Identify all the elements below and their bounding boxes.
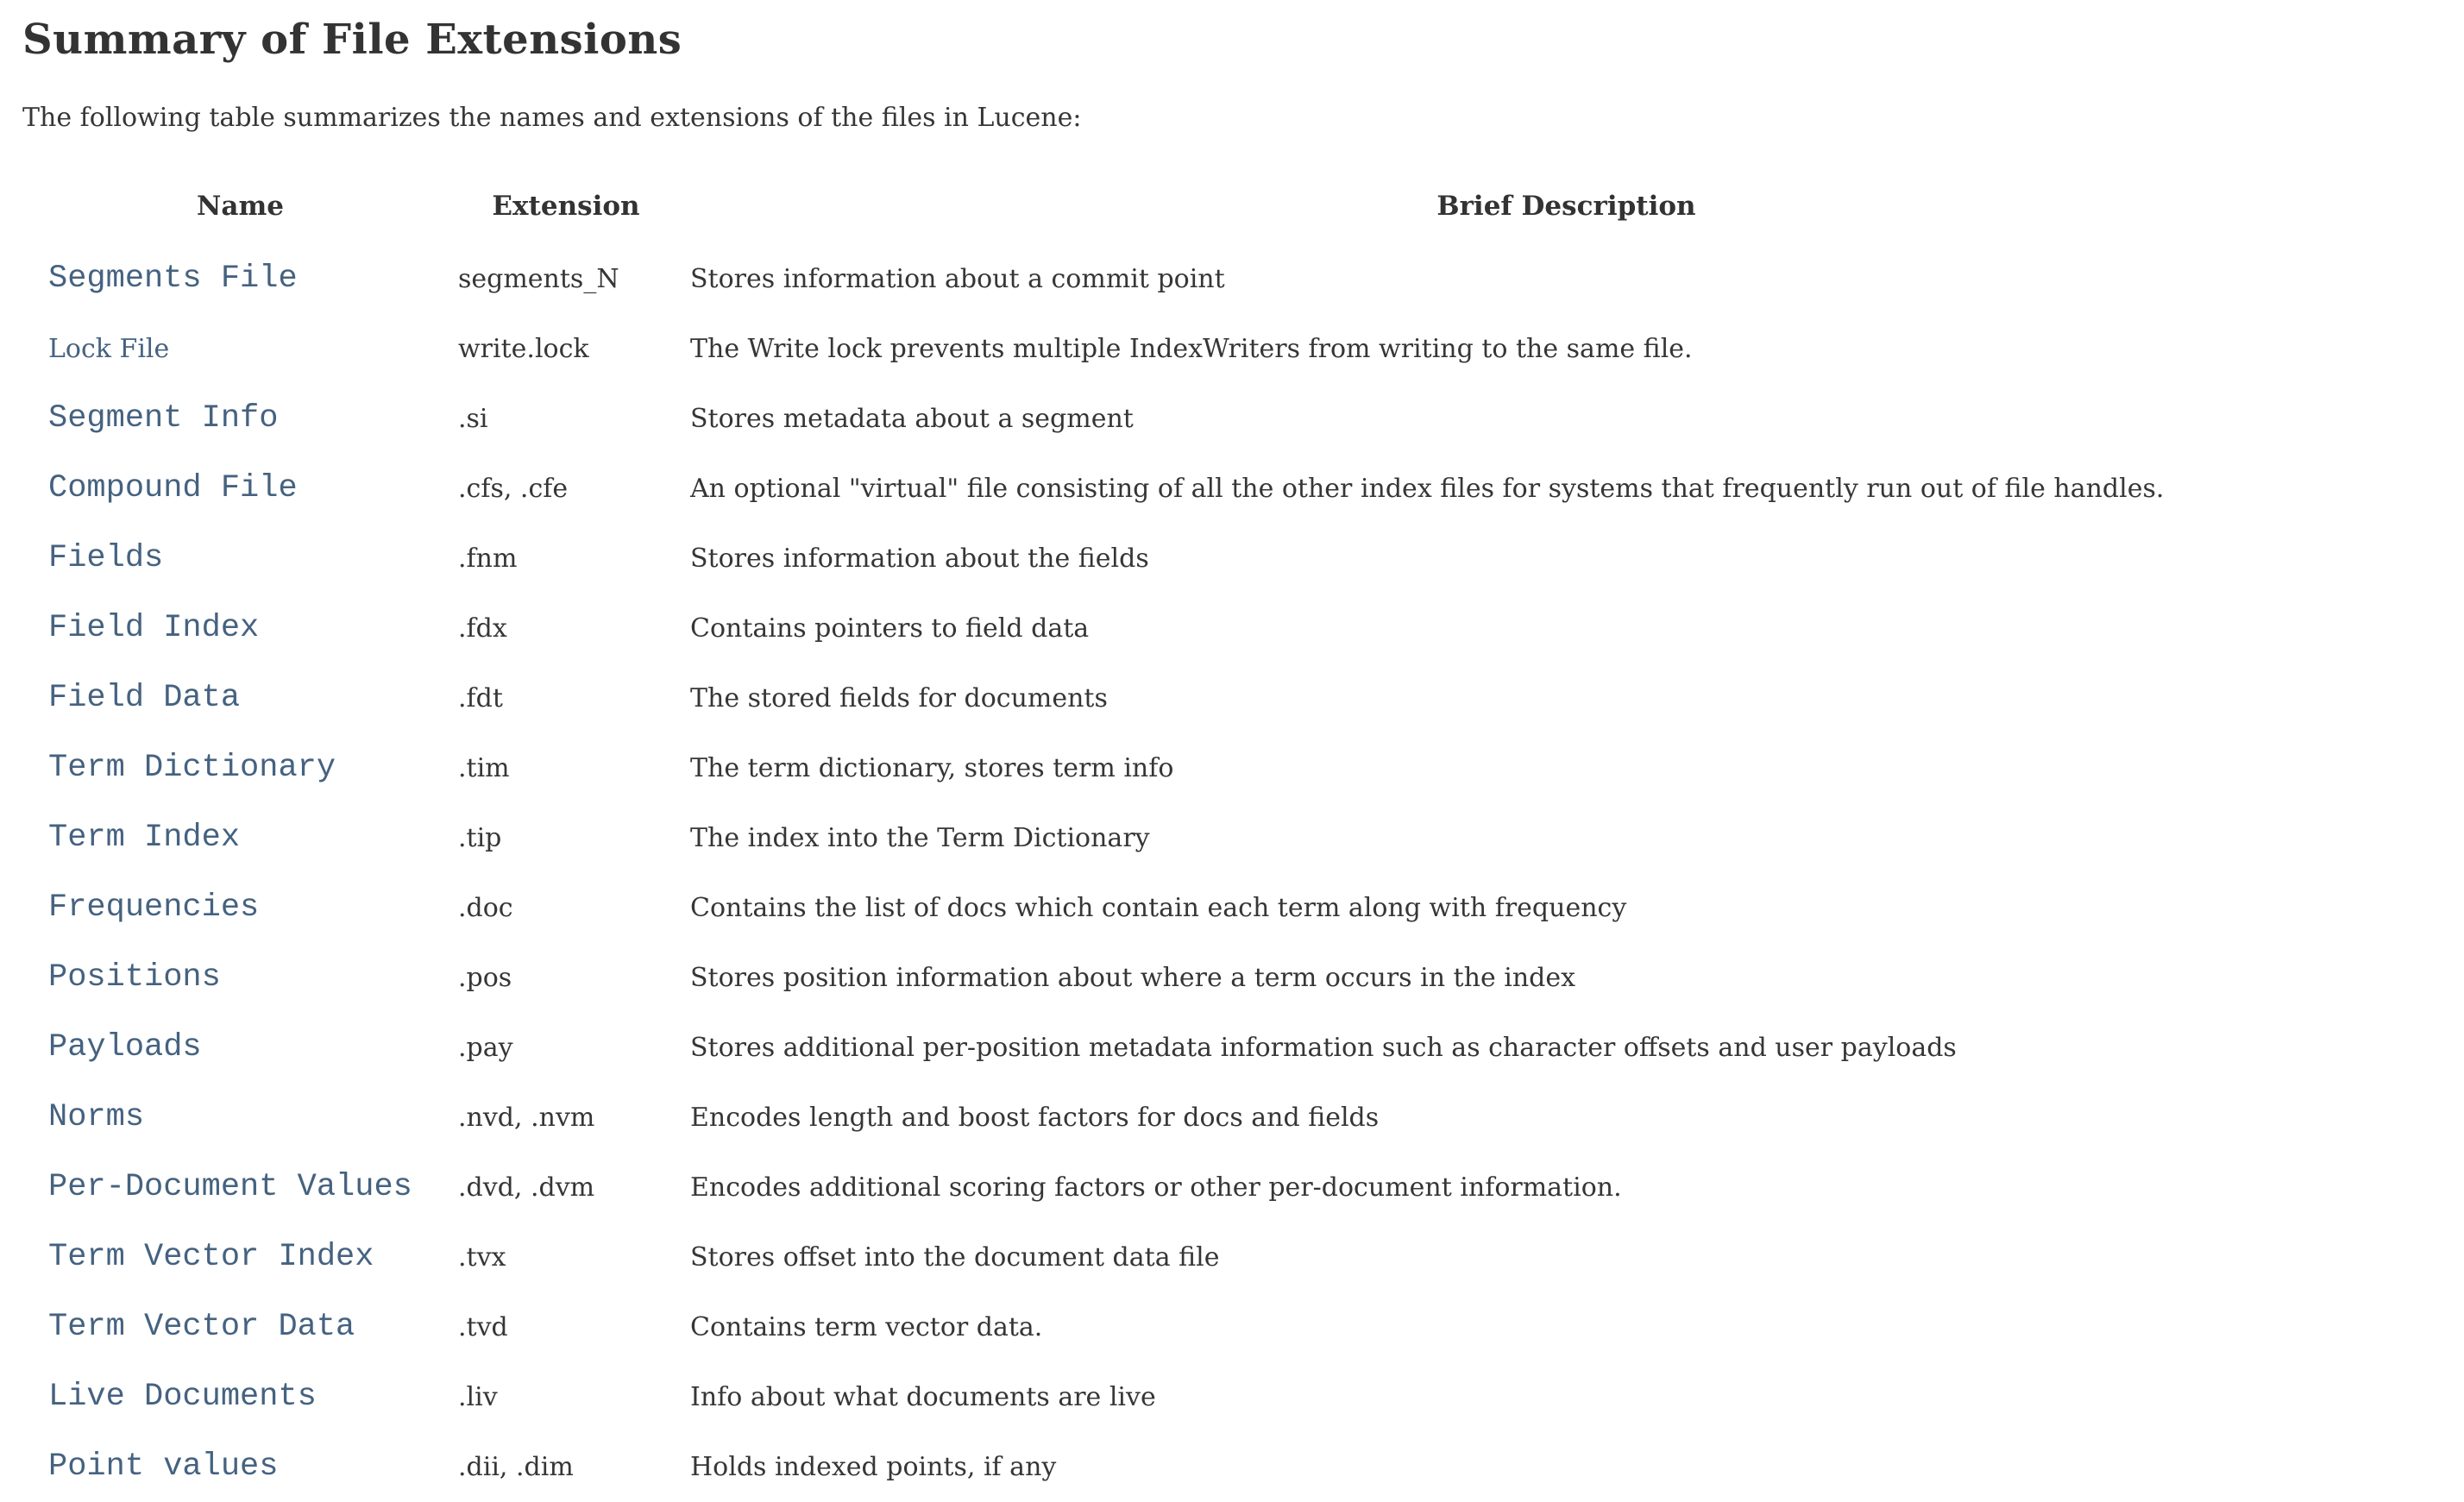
table-row xyxy=(22,1222,2459,1292)
table-row xyxy=(22,244,2459,314)
file-description: The term dictionary, stores term info xyxy=(690,752,1174,783)
file-description: Stores offset into the document data file xyxy=(690,1241,1220,1273)
table-row xyxy=(22,594,2459,663)
file-name-cell xyxy=(22,733,458,803)
table-row xyxy=(22,1292,2459,1362)
file-name-link[interactable]: Positions xyxy=(48,959,221,996)
file-description: Stores information about the fields xyxy=(690,543,1149,574)
file-extension: .pos xyxy=(458,962,512,993)
file-name-cell xyxy=(22,1083,458,1153)
file-name-cell xyxy=(22,594,458,663)
file-name-cell xyxy=(22,803,458,873)
file-name-cell xyxy=(22,524,458,594)
table-row xyxy=(22,454,2459,524)
file-extension: .tim xyxy=(458,752,510,783)
file-description: Holds indexed points, if any xyxy=(690,1451,1057,1482)
file-extension: .pay xyxy=(458,1032,513,1063)
file-name-link[interactable]: Term Vector Data xyxy=(48,1309,355,1345)
file-name-link[interactable]: Field Index xyxy=(48,610,260,646)
column-header-description: Brief Description xyxy=(1436,190,1696,222)
file-name-cell xyxy=(22,943,458,1013)
table-row xyxy=(22,1083,2459,1153)
file-name-link[interactable]: Field Data xyxy=(48,680,241,716)
file-extension: .fdt xyxy=(458,682,503,713)
page-title: Summary of File Extensions xyxy=(22,16,682,64)
file-description: Contains the list of docs which contain each term along with frequency xyxy=(690,892,1627,923)
file-extension: .fnm xyxy=(458,543,518,574)
file-name-link[interactable]: Point values xyxy=(48,1449,279,1485)
file-name-cell xyxy=(22,454,458,524)
file-name-link[interactable]: Lock File xyxy=(48,333,170,364)
file-extension: .tvx xyxy=(458,1241,506,1273)
table-row xyxy=(22,733,2459,803)
file-description: Encodes additional scoring factors or other per-document information. xyxy=(690,1172,1622,1203)
file-extension: .tip xyxy=(458,822,502,853)
file-name-cell xyxy=(22,1362,458,1432)
file-extension: .liv xyxy=(458,1381,498,1412)
file-description: Contains pointers to field data xyxy=(690,613,1090,644)
file-extension: .fdx xyxy=(458,613,507,644)
file-name-cell xyxy=(22,1153,458,1222)
file-name-cell xyxy=(22,1292,458,1362)
table-row xyxy=(22,663,2459,733)
file-name-cell xyxy=(22,1013,458,1083)
table-row xyxy=(22,1362,2459,1432)
file-description: Encodes length and boost factors for docs and fields xyxy=(690,1102,1380,1133)
file-extension: .dii, .dim xyxy=(458,1451,574,1482)
file-description: Stores position information about where a term occurs in the index xyxy=(690,962,1576,993)
file-extension: .tvd xyxy=(458,1311,508,1342)
file-description: The index into the Term Dictionary xyxy=(690,822,1150,853)
file-name-link[interactable]: Live Documents xyxy=(48,1379,317,1415)
file-name-link[interactable]: Payloads xyxy=(48,1029,202,1065)
file-name-link[interactable]: Segment Info xyxy=(48,400,279,437)
file-name-link[interactable]: Term Vector Index xyxy=(48,1239,374,1275)
file-name-link[interactable]: Per-Document Values xyxy=(48,1169,412,1205)
file-description: The Write lock prevents multiple IndexWriters from writing to the same file. xyxy=(690,333,1693,364)
table-header-row xyxy=(22,168,2459,244)
file-name-link[interactable]: Segments File xyxy=(48,261,298,297)
file-description: Stores information about a commit point xyxy=(690,263,1225,294)
file-name-link[interactable]: Fields xyxy=(48,540,164,576)
table-row xyxy=(22,943,2459,1013)
file-name-cell xyxy=(22,663,458,733)
file-extension: .cfs, .cfe xyxy=(458,473,569,504)
file-name-link[interactable]: Term Dictionary xyxy=(48,750,336,786)
file-name-cell xyxy=(22,384,458,454)
document-page xyxy=(22,16,2464,1502)
file-extension: .nvd, .nvm xyxy=(458,1102,595,1133)
column-header-name: Name xyxy=(197,190,284,222)
table-row xyxy=(22,803,2459,873)
file-description: Stores metadata about a segment xyxy=(690,403,1134,434)
file-name-link[interactable]: Frequencies xyxy=(48,889,260,926)
file-extensions-table xyxy=(22,168,2459,1502)
table-row xyxy=(22,1432,2459,1502)
file-name-link[interactable]: Term Index xyxy=(48,820,241,856)
table-row xyxy=(22,524,2459,594)
intro-text: The following table summarizes the names and extensions of the files in Lucene: xyxy=(22,103,1082,133)
file-extension: segments_N xyxy=(458,263,619,294)
table-row xyxy=(22,1013,2459,1083)
file-description: An optional "virtual" file consisting of all the other index files for systems that frequently run out of file handles. xyxy=(690,473,2165,504)
table-row xyxy=(22,384,2459,454)
file-extension: .si xyxy=(458,403,488,434)
file-description: Info about what documents are live xyxy=(690,1381,1156,1412)
file-name-cell xyxy=(22,244,458,314)
table-row xyxy=(22,1153,2459,1222)
file-extension: .doc xyxy=(458,892,513,923)
file-name-cell xyxy=(22,1222,458,1292)
file-description: The stored fields for documents xyxy=(690,682,1108,713)
file-name-cell xyxy=(22,1432,458,1502)
table-row xyxy=(22,873,2459,943)
file-name-link[interactable]: Norms xyxy=(48,1099,145,1135)
column-header-extension: Extension xyxy=(492,190,640,222)
file-name-cell xyxy=(22,314,458,384)
file-description: Contains term vector data. xyxy=(690,1311,1043,1342)
file-description: Stores additional per-position metadata information such as character offsets and user payloads xyxy=(690,1032,1957,1063)
table-row xyxy=(22,314,2459,384)
file-extension: .dvd, .dvm xyxy=(458,1172,595,1203)
file-name-cell xyxy=(22,873,458,943)
file-name-link[interactable]: Compound File xyxy=(48,470,298,506)
file-extension: write.lock xyxy=(458,333,589,364)
